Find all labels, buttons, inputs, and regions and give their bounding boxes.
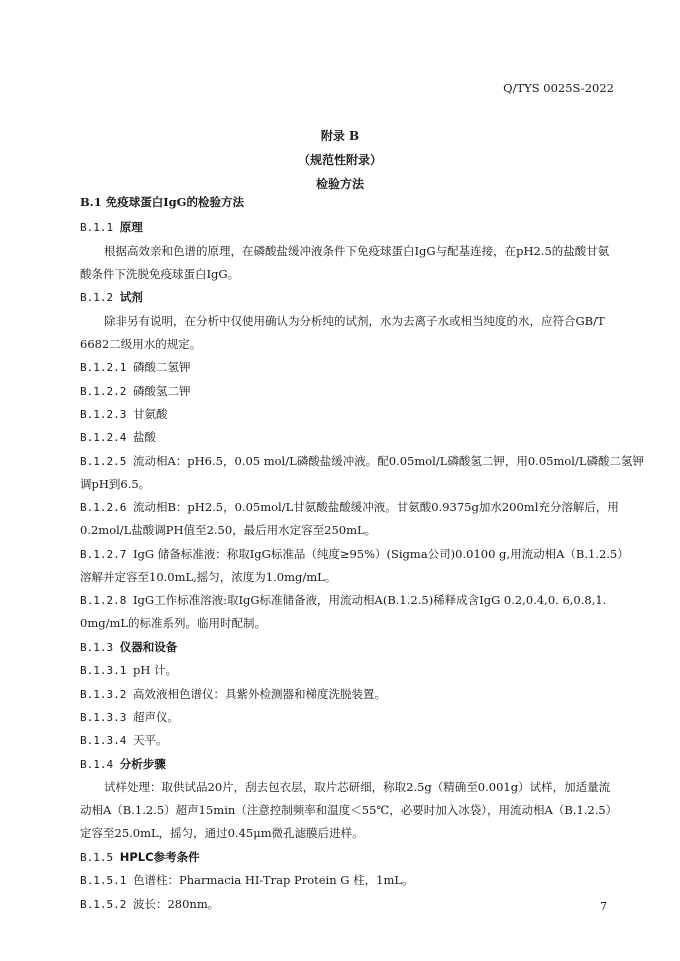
text-line: [80, 499, 619, 515]
clause-text: 仪器和设备: [119, 640, 178, 654]
document-id: Q/TYS 0025S-2022: [503, 81, 614, 95]
text-line: [80, 615, 266, 631]
clause-text: IgG 储备标准液：称取IgG标准品（纯度≥95%）(Sigma公司)0.0100 g,用流动相A（B.1.2.5）: [132, 547, 629, 561]
clause-text: 溶解并定容至10.0mL,摇匀，浓度为1.0mg/mL。: [80, 570, 337, 584]
text-line: [80, 383, 190, 399]
clause-number: B.1.2.1: [80, 361, 133, 374]
clause-text: 试剂: [119, 290, 143, 304]
text-line: [104, 243, 609, 259]
clause-text: 超声仪。: [132, 710, 179, 724]
clause-number: B.1.5.1: [80, 874, 133, 887]
text-line: [80, 289, 143, 305]
text-line: [80, 592, 606, 608]
text-line: [80, 662, 177, 678]
text-line: [80, 872, 414, 888]
clause-number: B.1.2.6: [80, 501, 133, 514]
clause-number: B.1.2.5: [80, 455, 133, 468]
appendix-title: 检验方法: [315, 177, 364, 191]
clause-number: B.1.3: [80, 641, 120, 654]
clause-text: 盐酸: [132, 430, 156, 444]
clause-text: HPLC参考条件: [119, 850, 200, 864]
clause-number: B.1.3.1: [80, 664, 133, 677]
text-line: [80, 336, 201, 352]
appendix-label: 附录 B: [320, 129, 360, 143]
text-line: [80, 219, 143, 235]
text-line: [80, 639, 177, 655]
text-line: [80, 266, 239, 282]
clause-number: B.1.2.2: [80, 385, 133, 398]
clause-number: B.1.3.4: [80, 734, 133, 747]
text-line: [80, 756, 166, 772]
text-line: [80, 359, 190, 375]
clause-number: B.1.2.4: [80, 431, 133, 444]
clause-text: 原理: [119, 220, 143, 234]
clause-number: B.1.2: [80, 291, 120, 304]
clause-text: 0.2mol/L盐酸调PH值至2.50，最后用水定容至250mL。: [80, 523, 377, 537]
clause-text: 调pH到6.5。: [80, 477, 151, 491]
appendix-normative: （规范性附录）: [297, 153, 382, 167]
text-line: [80, 732, 167, 748]
clause-text: B.1 免疫球蛋白IgG的检验方法: [80, 195, 244, 209]
text-line: [80, 825, 364, 841]
clause-text: 色谱柱：Pharmacia HI-Trap Protein G 柱，1mL。: [132, 873, 414, 887]
page-number: 7: [600, 900, 607, 913]
text-line: [80, 546, 629, 562]
clause-number: B.1.5.2: [80, 898, 133, 911]
clause-number: B.1.4: [80, 758, 120, 771]
clause-number: B.1.1: [80, 221, 120, 234]
clause-number: B.1.5: [80, 851, 120, 864]
clause-number: B.1.3.3: [80, 711, 133, 724]
clause-number: B.1.3.2: [80, 688, 133, 701]
clause-text: 波长：280nm。: [132, 897, 220, 911]
clause-text: 流动相A：pH6.5，0.05 mol/L磷酸盐缓冲液。配0.05mol/L磷酸氢二钾，用0.05mol/L磷酸二氢钾: [132, 454, 644, 468]
clause-text: 磷酸氢二钾: [132, 384, 191, 398]
text-line: [80, 429, 156, 445]
clause-number: B.1.2.7: [80, 548, 133, 561]
text-line: [80, 194, 244, 210]
clause-text: 分析步骤: [119, 757, 166, 771]
clause-text: IgG工作标准溶液:取IgG标准储备液，用流动相A(B.1.2.5)稀释成含IgG 0.2,0.4,0. 6,0.8,1.: [132, 593, 607, 607]
clause-text: 磷酸二氢钾: [132, 360, 191, 374]
clause-text: 0mg/mL的标准系列。临用时配制。: [80, 616, 266, 630]
clause-text: 根据高效亲和色谱的原理，在磷酸盐缓冲液条件下免疫球蛋白IgG与配基连接，在pH2.5的盐酸甘氨: [104, 244, 610, 258]
text-line: [80, 896, 219, 912]
text-line: [80, 569, 336, 585]
clause-number: B.1.2.8: [80, 594, 133, 607]
text-line: [80, 686, 386, 702]
clause-text: pH 计。: [132, 663, 178, 677]
text-line: [80, 476, 150, 492]
text-line: [80, 406, 167, 422]
clause-text: 天平。: [132, 733, 168, 747]
text-line: [80, 802, 617, 818]
clause-text: 酸条件下洗脱免疫球蛋白IgG。: [80, 267, 240, 281]
clause-text: 试样处理：取供试品20片，刮去包衣层，取片芯研细，称取2.5g（精确至0.001g）试样，加适量流: [104, 780, 611, 794]
clause-text: 甘氨酸: [132, 407, 168, 421]
clause-text: 除非另有说明，在分析中仅使用确认为分析纯的试剂，水为去离子水或相当纯度的水，应符合GB/T: [104, 314, 605, 328]
clause-text: 定容至25.0mL，摇匀，通过0.45μm微孔滤膜后进样。: [80, 826, 364, 840]
text-line: [80, 709, 179, 725]
text-line: [80, 849, 200, 865]
text-line: [104, 313, 605, 329]
text-line: [80, 453, 644, 469]
clause-text: 6682二级用水的规定。: [80, 337, 202, 351]
clause-text: 流动相B：pH2.5，0.05mol/L甘氨酸盐酸缓冲液。甘氨酸0.9375g加水200ml充分溶解后，用: [132, 500, 619, 514]
clause-text: 动相A（B.1.2.5）超声15min（注意控制频率和温度＜55℃，必要时加入冰袋），用流动相A（B.1.2.5）: [80, 803, 618, 817]
text-line: [104, 779, 610, 795]
text-line: [80, 522, 376, 538]
clause-number: B.1.2.3: [80, 408, 133, 421]
clause-text: 高效液相色谱仪：具紫外检测器和梯度洗脱装置。: [132, 687, 386, 701]
